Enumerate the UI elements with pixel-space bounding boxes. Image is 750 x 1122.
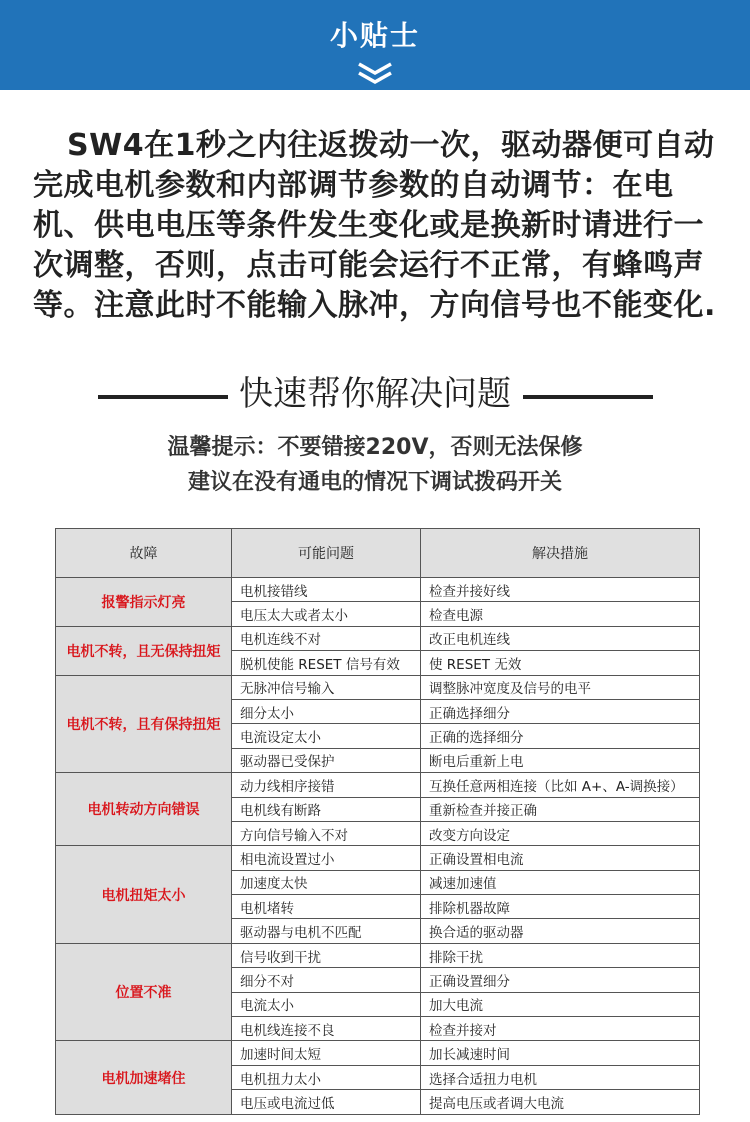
cause-cell: 无脉冲信号输入 xyxy=(232,675,421,699)
table-header-row xyxy=(56,529,700,578)
solution-cell: 互换任意两相连接（比如 A+、A-调换接） xyxy=(421,773,700,797)
troubleshooting-table xyxy=(55,528,700,1115)
double-chevron-down-icon xyxy=(355,60,395,86)
cause-cell: 电压太大或者太小 xyxy=(232,602,421,626)
cause-cell: 驱动器已受保护 xyxy=(232,748,421,772)
header-cause: 可能问题 xyxy=(232,529,421,578)
solution-cell: 改变方向设定 xyxy=(421,821,700,845)
fault-name-cell: 位置不准 xyxy=(56,943,232,1041)
section-title: 快速帮你解决问题 xyxy=(239,374,511,414)
solution-cell: 正确设置细分 xyxy=(421,968,700,992)
solution-cell: 换合适的驱动器 xyxy=(421,919,700,943)
fault-name-cell: 电机不转，且有保持扭矩 xyxy=(56,675,232,773)
solution-cell: 正确选择细分 xyxy=(421,699,700,723)
solution-cell: 排除机器故障 xyxy=(421,895,700,919)
fault-name-cell: 报警指示灯亮 xyxy=(56,578,232,627)
warning-line-2: 建议在没有通电的情况下调试拨码开关 xyxy=(187,470,562,495)
header-fault: 故障 xyxy=(56,529,232,578)
solution-cell: 检查并接好线 xyxy=(421,578,700,602)
cause-cell: 电机线连接不良 xyxy=(232,1017,421,1041)
cause-cell: 电压或电流过低 xyxy=(232,1090,421,1114)
cause-cell: 细分太小 xyxy=(232,699,421,723)
solution-cell: 断电后重新上电 xyxy=(421,748,700,772)
table-row xyxy=(56,1041,700,1065)
cause-cell: 电机扭力太小 xyxy=(232,1065,421,1089)
title-banner xyxy=(0,0,750,90)
cause-cell: 加速度太快 xyxy=(232,870,421,894)
cause-cell: 相电流设置过小 xyxy=(232,846,421,870)
table-row xyxy=(56,846,700,870)
solution-cell: 加大电流 xyxy=(421,992,700,1016)
tip-paragraph: SW4在1秒之内往返拨动一次，驱动器便可自动完成电机参数和内部调节参数的自动调节：在电机、供电电压等条件发生变化或是换新时请进行一次调整，否则，点击可能会运行不正常，有蜂鸣声等。注意此时不能输入脉冲，方向信号也不能变化. xyxy=(33,128,716,323)
table-row xyxy=(56,626,700,650)
table-row xyxy=(56,773,700,797)
cause-cell: 电机接错线 xyxy=(232,578,421,602)
fault-name-cell: 电机不转，且无保持扭矩 xyxy=(56,626,232,675)
table-row xyxy=(56,675,700,699)
warning-line-1: 温馨提示：不要错接220V，否则无法保修 xyxy=(167,435,583,460)
cause-cell: 动力线相序接错 xyxy=(232,773,421,797)
cause-cell: 电机连线不对 xyxy=(232,626,421,650)
solution-cell: 检查并接对 xyxy=(421,1017,700,1041)
cause-cell: 信号收到干扰 xyxy=(232,943,421,967)
banner-title: 小贴士 xyxy=(329,19,420,52)
solution-cell: 排除干扰 xyxy=(421,943,700,967)
solution-cell: 正确的选择细分 xyxy=(421,724,700,748)
fault-name-cell: 电机加速堵住 xyxy=(56,1041,232,1114)
solution-cell: 减速加速值 xyxy=(421,870,700,894)
solution-cell: 使 RESET 无效 xyxy=(421,651,700,675)
solution-cell: 提高电压或者调大电流 xyxy=(421,1090,700,1114)
fault-name-cell: 电机转动方向错误 xyxy=(56,773,232,846)
table-body xyxy=(56,578,700,1115)
cause-cell: 方向信号输入不对 xyxy=(232,821,421,845)
table-row xyxy=(56,943,700,967)
table-row xyxy=(56,578,700,602)
title-rule-right xyxy=(523,395,653,399)
solution-cell: 改正电机连线 xyxy=(421,626,700,650)
header-solution: 解决措施 xyxy=(421,529,700,578)
solution-cell: 正确设置相电流 xyxy=(421,846,700,870)
cause-cell: 加速时间太短 xyxy=(232,1041,421,1065)
cause-cell: 脱机使能 RESET 信号有效 xyxy=(232,651,421,675)
cause-cell: 驱动器与电机不匹配 xyxy=(232,919,421,943)
cause-cell: 细分不对 xyxy=(232,968,421,992)
cause-cell: 电流太小 xyxy=(232,992,421,1016)
solution-cell: 重新检查并接正确 xyxy=(421,797,700,821)
solution-cell: 调整脉冲宽度及信号的电平 xyxy=(421,675,700,699)
cause-cell: 电流设定太小 xyxy=(232,724,421,748)
solution-cell: 选择合适扭力电机 xyxy=(421,1065,700,1089)
cause-cell: 电机线有断路 xyxy=(232,797,421,821)
solution-cell: 检查电源 xyxy=(421,602,700,626)
solution-cell: 加长减速时间 xyxy=(421,1041,700,1065)
fault-name-cell: 电机扭矩太小 xyxy=(56,846,232,944)
cause-cell: 电机堵转 xyxy=(232,895,421,919)
